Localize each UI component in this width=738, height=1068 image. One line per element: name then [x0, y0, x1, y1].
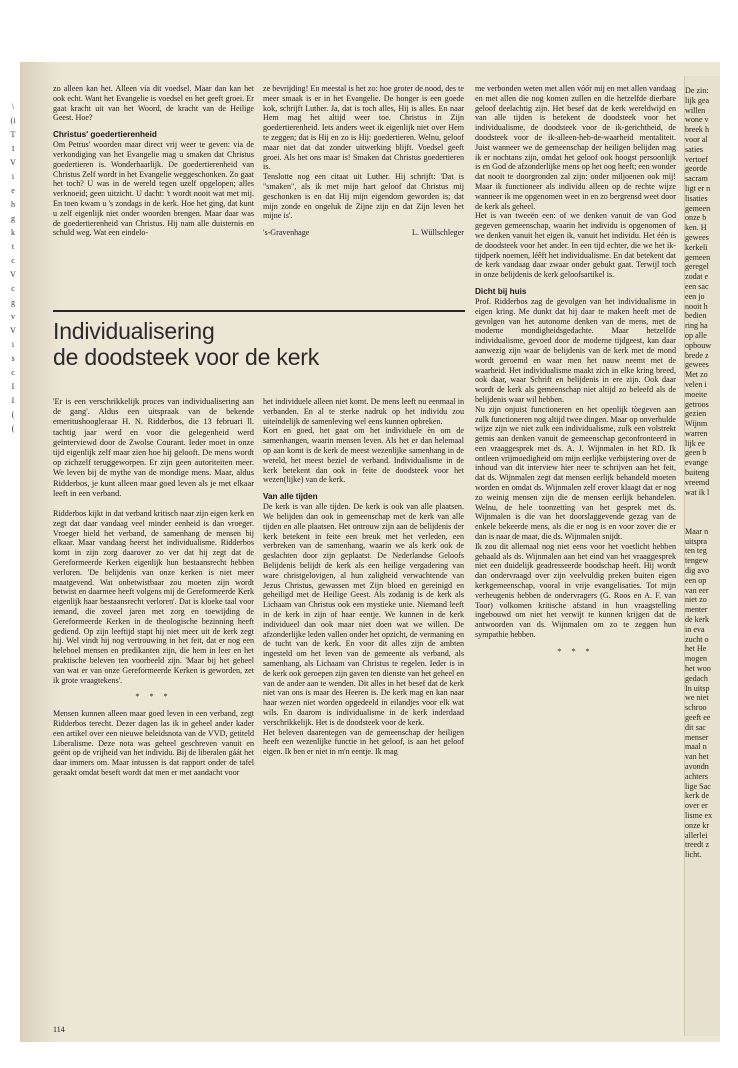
paragraph: De kerk is van alle tijden. De kerk is ook van alle plaatsen. We belijden dan ook in gemeenschap met de kerk van alle tijden en alle plaatsen. Het ontrouw zijn aan de belijdenis der kerk betekent in feite een breuk met het verleden, een verbreken van de samenhang, waarin we als kerk ook de geslachten door zijn geplaatst. De Nederlandse Geloofs Belijdenis belijdt de kerk als een heilige vergadering van ware christgelovigen, al hun zaligheid verwachtende van Jezus Christus, gewassen met Zijn bloed en gereinigd en geheiligd met de Heilige Geest. Als zodanig is de kerk als Lichaam van Christus ook een mystieke unie. Niemand leeft in de kerk in zijn of haar eentje. We kunnen in de kerk individueel dan ook maar niet doen wat we willen. De afzonderlijke leden vallen onder het opzicht, de vermaning en de tucht van de kerk. En voor dit alles zijn de ambten ingesteld om het leven van de gemeente als verband, als samenhang, als Lichaam van Christus te regelen. Ieder is in de kerk ook geroepen zijn gaven ten dienste van het geheel en van de ander aan te wenden. Dit alles in het besef dat de kerk niet van ons is maar des Heeren is. De kerk mag en kan naar haar wezen niet worden opgedeeld in eilandjes voor elk wat wils. En daarom is individualisme in de kerk inderdaad verschrikkelijk. Het is de doodsteek voor de kerk.	[263, 502, 464, 727]
fragment-line: zodat e	[685, 272, 709, 282]
fragment-line: we niet	[685, 693, 709, 703]
fragment-line: Maar n	[685, 526, 709, 536]
fragment-line: schroo	[685, 703, 707, 713]
fragment-glyph: I	[11, 396, 15, 405]
fragment-line: over er	[685, 801, 708, 811]
fragment-line: ten teg	[685, 546, 707, 556]
paragraph: Mensen kunnen alleen maar goed leven in een verband, zegt Ridderbos terecht. Dezer dagen las ik in geheel ander kader een artikel over een nieuwe beleidsnota van de VVD, getiteld Liberalisme. Deze nota was geheel geschreven vanuit en geënt op de vrijheid van het individu. Bij de liberalen gáát het daar immers om. Maar intussen is dat rapport onder de tafel geraakt omdat beseft wordt dat men er met aandacht voor	[53, 709, 254, 777]
paragraph: Kort en goed, het gaat om het individuele èn om de samenhangen, waarin mensen leven. Als het er dan helemaal op aan komt is de kerk de meest wezenlijke samenhang in de wereld, het meest beziel de verband. Individualisme in de kerk betekent dan ook in feite de doodsteek voor het wezen(lijke) van de kerk.	[263, 426, 464, 485]
paragraph: me verbonden weten met allen vóór mij en met allen vandaag en met allen die nog komen zullen en die hetzelfde dierbare geloof deelachtig zijn. Het besef dat de kerk wereldwijd en van alle tijden is betekent de doodsteek voor het individualisme, de doodsteek voor de ik-gerichtheid, de doodsteek voor de ik-alleen-heb-de-waarheid mentaliteit. Juist wanneer we de gemeenschap der heiligen belijden mag ik er nochtans zijn, omdat het geloof ook hoogst persoonlijk is en God de afzonderlijke mens op het oog heeft; een wonder dat nooit te doorgronden zal zijn: onder miljoenen ook mij! Maar ik functioneer als individu alleen op de rechte wijze wanneer ik me opgenomen weet in en zo bergrensd weet door de kerk als geheel.	[475, 84, 676, 211]
fragment-line: buiteng	[685, 468, 710, 478]
fragment-line: geen b	[685, 448, 707, 458]
fragment-line: voor al	[685, 134, 708, 144]
fragment-line: dit sac	[685, 722, 706, 732]
fragment-line: onze kr	[685, 820, 710, 830]
article-column-2	[263, 397, 464, 757]
article-column-3	[475, 84, 676, 657]
fragment-line: saties	[685, 144, 703, 154]
fragment-line: bedien	[685, 311, 707, 321]
fragment-glyph: T	[10, 130, 16, 139]
fragment-line: lige Sac	[685, 781, 711, 791]
subheading: Christus' goedertierenheid	[53, 130, 157, 140]
fragment-line: op alle	[685, 330, 707, 340]
fragment-line: in eva	[685, 624, 705, 634]
top-column-2	[263, 84, 464, 238]
fragment-line: maal n	[685, 742, 707, 752]
paragraph: ze bevrijding! En meestal is het zo: hoe groter de nood, des te meer smaak is er in het Evangelie. De honger is een goede kok, schrijft Luther. Ja, dat is toch alles, Hij is alles. En naar Hem mag het altijd weer toe. Christus in Zijn goedertierenheid. Iets anders weet ik eigenlijk niet over Hem te zeggen; dat is Hij en zo is Hij: goedertieren. Welnu, geloof maar niet dat dat zonder uitwerking blijft. Voedsel geeft groei. Als het ons maar is! Smaken dat Christus goedertieren is.	[263, 84, 464, 172]
fragment-glyph: i	[11, 172, 15, 181]
fragment-line: breek h	[685, 125, 710, 135]
paragraph: Tenslotte nog een citaat uit Luther. Hij schrijft: 'Dat is "smaken", als ik met mijn hart geloof dat Christus mij geschonken is en dat Hij mijn eigendom geworden is; dat mijn zonde en ongeluk de Zijne zijn en dat Zijn leven het mijne is'.	[263, 172, 464, 221]
right-page-fragment	[685, 86, 738, 860]
page-number: 114	[53, 1025, 65, 1034]
fragment-line: geeft ee	[685, 713, 711, 722]
fragment-line: lijk gea	[685, 95, 710, 105]
section-break: * * *	[135, 692, 172, 702]
fragment-line: onze b	[685, 213, 707, 223]
fragment-glyph: c	[11, 284, 15, 293]
fragment-glyph: \	[11, 102, 15, 111]
fragment-line: In uitsp	[685, 683, 710, 693]
fragment-line: uitspra	[685, 536, 708, 546]
fragment-line: een op	[685, 575, 707, 585]
fragment-line: Wijnm	[685, 419, 708, 429]
paragraph: Prof. Ridderbos zag de gevolgen van het individualisme in eigen kring. Me dunkt dat hij daar te maken heeft met de gevolgen van het autonome denken van de mens, met de moderne mondigheidsgedachte. Maar hetzelfde individualisme, gevoed door de moderne tijdgeest, kan daar aanwezig zijn waar de belijdenis van de kerk met de mond wordt geroemd en waar men het nauw neemt met de waarheid. Het individualisme maakt zich in elke kring breed, ook daar, waar Schrift en belijdenis in ere zijn. Ook daar wordt de kerk als gemeenschap niet altijd zo beleefd als de belijdenis waar wil hebben.	[475, 296, 676, 404]
fragment-line: kerkeli	[685, 242, 708, 252]
author: L. Wüllschleger	[412, 228, 464, 238]
fragment-line: moeite	[685, 389, 708, 399]
article-title	[53, 318, 463, 370]
place: 's-Gravenhage	[263, 228, 310, 238]
fragment-glyph: e	[11, 186, 15, 195]
fragment-line: evange	[685, 458, 708, 468]
fragment-line: gemeen	[685, 203, 711, 213]
fragment-line: tengew	[685, 556, 709, 566]
intro-paragraph: 'Er is een verschrikkelijk proces van individualisering aan de gang'. Aldus een uitspraak van de bekende emeritushoogleraar H. N. Ridderbos, die 13 februari ll. tachtig jaar werd en voor die gelegenheid werd geïnterviewd door de Zwolse Courant. Ieder moet in onze tijd eigenlijk zelf maar zien hoe hij gelooft. De mens wordt op zichzelf teruggeworpen. Er zijn geen autoriteiten meer. We leven bij de mythe van de mondige mens. Maar, aldus Ridderbos, je kunt alleen maar goed leven als je met elkaar leeft in een verband.	[53, 397, 254, 498]
fragment-line: gewees	[685, 360, 709, 370]
fragment-line: een sac	[685, 281, 709, 291]
fragment-line: zucht o	[685, 634, 709, 644]
article-column-1	[53, 397, 254, 778]
fragment-glyph: g	[11, 298, 15, 307]
fragment-line: menter	[685, 605, 708, 615]
fragment-glyph: t	[11, 242, 15, 251]
fragment-line: getroos	[685, 399, 709, 409]
fragment-line: vertoef	[685, 154, 708, 164]
fragment-glyph: V	[10, 270, 16, 279]
fragment-glyph: V	[10, 158, 16, 167]
fragment-glyph: i	[11, 340, 15, 349]
fragment-glyph: g	[11, 214, 15, 223]
fragment-line: vreemd	[685, 477, 710, 487]
paragraph: Het is van tweeën een: of we denken vanuit de van God gegeven gemeenschap, waarin het individu is opgenomen of we denken vanuit het eigen ik, vanuit het individu. Het één is de doodsteek voor het ander. In een tijd echter, die we het ik-tijdperk noemen, léêft het individualisme. En dat betekent dat de kerk vandaag daar zwaar onder gebukt gaat. Terwijl toch in onze belijdenis de kerk geloofsartikel is.	[475, 211, 676, 280]
paragraph: Ik zou dit allemaal nog niet eens voor het voetlicht hebben gehaald als ds. Wijnmalen aan het eind van het vraaggesprek niet een duidelijk geadresseerde boodschap heeft. Hij wordt dan ondervraagd over zijn veelvuldig preken buiten eigen kerkgemeenschap, vooral in vrije evangelisaties. Tot mijn verheugenis hebben de ondervragers (G. Roos en A. F. van Toor) volkomen kritische afstand in hun vraagstelling ingebouwd om niet het verwijt te kunnen krijgen dat de antwoorden van ds. Wijnmalen om zo te zeggen hun sympathie hebben.	[475, 541, 676, 640]
signature-line	[263, 228, 464, 238]
fragment-line: georde	[685, 164, 708, 174]
fragment-line: lisaties	[685, 193, 708, 203]
fragment-glyph: c	[11, 256, 15, 265]
fragment-line	[685, 517, 738, 527]
fragment-glyph: h	[11, 200, 15, 209]
fragment-line: gemeen	[685, 252, 711, 262]
fragment-line: van het	[685, 752, 709, 762]
fragment-line: een jo	[685, 291, 705, 301]
fragment-line: het He	[685, 644, 707, 654]
fragment-line: wone v	[685, 115, 709, 125]
fragment-line: wat ik l	[685, 487, 710, 497]
subheading: Van alle tijden	[263, 492, 318, 502]
fragment-line: achters	[685, 771, 708, 781]
fragment-line: de kerk	[685, 615, 710, 625]
fragment-line: willen	[685, 105, 706, 115]
fragment-line: De zin:	[685, 86, 709, 95]
fragment-glyph: I	[11, 382, 15, 391]
paragraph: het individuele alleen niet komt. De mens leeft nu eenmaal in verbanden. En al te sterke nadruk op het individu zou uiteindelijk de samenleving wel eens kunnen opbreken.	[263, 397, 464, 426]
paragraph: zo alleen kan het. Alleen via dit voedsel. Maar dan kan het ook echt. Want het Evangelie is voedsel en het geeft groei. Er gaat kracht uit van het Woord, de kracht van de Heilige Geest. Hoe?	[53, 84, 254, 123]
paragraph: Nu zijn onjuist functioneren en het openlijk tòegeven aan zulk functioneren nog altijd twee dingen. Maar op onverhulde wijze zijn we niet zulk een individualisme, zulk een volstrekt gemis aan denken vanuit de gemeenschap geconfronteerd in een vraaggesprek met ds. A. J. Wijnmalen in het RD. Ik ontleen vrijmoedigheid om mijn eerlijke verbijstering over de inhoud van dit interview hier neer te schrijven aan het feit, dat ds. Wijnmalen zegt dat mensen eerlijk behandeld moeten worden en omdat ds. Wijnmalen zelf erover klaagt dat er nog zo weinig mensen zijn die de mensen eerlijk behandelen. Welnu, de hele toonzetting van het gesprek met ds. Wijnmalen is die van het doorslaggevende gezag van de enkele bekeerde mens, als die er nog is en voor zover die er dan is naar de maat, die ds. Wijnmalen snijdt.	[475, 404, 676, 542]
top-column-1	[53, 84, 254, 238]
fragment-glyph: 1	[11, 144, 15, 153]
fragment-line: mogen	[685, 654, 708, 664]
fragment-glyph: (	[11, 410, 15, 419]
subheading: Dicht bij huis	[475, 286, 527, 296]
title-line-2: de doodsteek voor de kerk	[53, 344, 320, 370]
paragraph: Om Petrus' woorden maar direct vrij weer te geven: via de verkondiging van het Evangelie mag u smaken dat Christus goedertieren is. Wonderbaarlijk. De goedertierenheid van Christus Zelf wordt in het Evangelie weggeschonken. Zo gaat het toch? U was in de wereld tegen uzelf opgelopen; alles verknoeid; geen uitzicht. U dacht: 't wordt nooit wat met mij. En toen kwam u 's zondags in de kerk. Hoe het ging, dat kunt u zelf eigenlijk niet onder woorden brengen. Maar daar was de goedertierenheid van Christus. Hij nam alle duisternis en schuld weg. Wat een eindelo-	[53, 140, 254, 238]
fragment-glyph: V	[10, 326, 16, 335]
fragment-line: lisme ex	[685, 810, 713, 820]
fragment-line: lijk ee	[685, 438, 706, 448]
fragment-line: gedach	[685, 673, 708, 683]
fragment-line: kerk de	[685, 791, 710, 801]
fragment-glyph: (i	[10, 116, 16, 125]
fragment-line	[685, 507, 738, 517]
fragment-line	[685, 497, 738, 507]
fragment-glyph: c	[11, 368, 15, 377]
fragment-line: gezien	[685, 409, 707, 419]
fragment-line: licht.	[685, 850, 702, 860]
fragment-line: niet zo	[685, 595, 707, 605]
fragment-line: velen i	[685, 379, 707, 389]
fragment-line: menser	[685, 732, 709, 742]
fragment-line: geregel	[685, 262, 709, 272]
fragment-line: brede z	[685, 350, 709, 360]
section-divider	[53, 310, 465, 312]
fragment-line: het woo	[685, 664, 711, 674]
fragment-line: avondn	[685, 761, 709, 771]
section-break: * * *	[557, 646, 594, 656]
fragment-glyph: k	[11, 228, 15, 237]
fragment-line: nooit h	[685, 301, 708, 311]
fragment-glyph: (	[11, 424, 15, 433]
fragment-glyph: v	[11, 312, 15, 321]
fragment-line: ring ha	[685, 321, 708, 331]
fragment-line: treedt z	[685, 840, 710, 850]
fragment-line: dig avo	[685, 566, 710, 576]
fragment-line: ken. H	[685, 223, 707, 233]
fragment-line: sacram	[685, 174, 708, 184]
paragraph: Het beleven daarentegen van de gemeenschap der heiligen heeft een wezenlijke functie in het geloof, is aan het geloof eigen. Ik ben er niet in m'n eentje. Ik mag	[263, 727, 464, 757]
fragment-line: opbouw	[685, 340, 712, 350]
left-page-fragment	[2, 100, 24, 436]
fragment-line: ligt er n	[685, 183, 711, 193]
paragraph: Ridderbos kijkt in dat verband kritisch naar zijn eigen kerk en zegt dat daar vandaag veel minder eenheid is dan vroeger. Vroeger hield het verband, de samenhang de mensen bij elkaar. Maar vandaag heerst het individualisme. Ridderbos komt in zijn zorg daarover zo ver dat hij zegt dat de Gereformeerde Kerken eigenlijk hun bestaansrecht hebben verloren. 'De belijdenis van onze kerken is niet meer maatgevend. Wat onbetwistbaar zou moeten zijn wordt betwist en daarmee heeft volgens mij de Gereformeerde Kerk eigenlijk haar bestaansrecht verloren'. Dat is kloeke taal voor iemand, die zoveel jaren met zorg en toewijding de Gereformeerde Kerken in de theologische bezinning heeft gediend. Op zijn leeftijd stapt hij niet meer uit de kerk zegt hij. Wel vindt hij nog vertrouwing in het feit, dat er nog een heleboel mensen en predikanten zijn, die hem in leer en het praktische beleven ten voorbeeld zijn. 'Maar bij het geheel van wat er van onze Gereformeerde Kerken is geworden, zet ik grote vraagtekens'.	[53, 509, 254, 685]
fragment-line: gewees	[685, 232, 709, 242]
fragment-line: van eer	[685, 585, 709, 595]
fragment-line: warren	[685, 428, 708, 438]
fragment-line: allerlei	[685, 830, 708, 840]
fragment-glyph: s	[11, 354, 15, 363]
title-line-1: Individualisering	[53, 318, 215, 344]
fragment-line: Met zo	[685, 370, 708, 380]
